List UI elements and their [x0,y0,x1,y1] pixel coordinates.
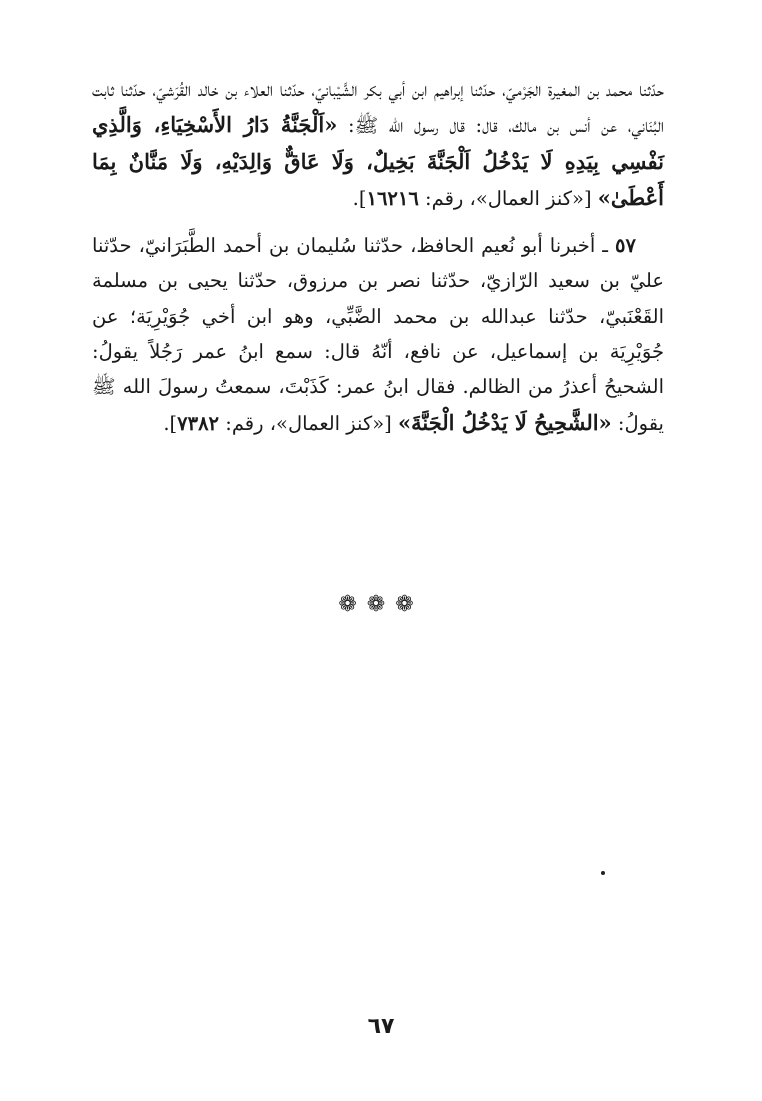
flower-ornament-icon: ❁ [366,592,396,617]
reference-close: ]. [163,411,178,435]
stray-dot [601,871,605,875]
page-body [92,72,664,441]
flower-ornament-icon: ❁ [338,592,367,617]
hadith-number: ٥٧ [615,234,636,258]
hadith-text: «اَلْجَنَّةُ دَارُ الأَسْخِيَاءِ، وَالَّذِي نَفْسِي بِيَدِهِ لَا يَدْخُلُ اَلْجَنَّةَ بَخِيلٌ، وَلَا عَاقٌّ وَالِدَيْهِ، وَلَا مَنَّانٌ بِمَا أَعْطَىٰ» [92,112,664,210]
reference-number: ٧٣٨٢ [177,411,220,435]
paragraph-hadith-56-continuation [92,72,664,216]
paragraph-hadith-57 [92,228,664,441]
reference-text: [«كنز العمال»، رقم: [219,411,398,435]
isnad-text: حدّثنا محمد بن المغيرة الجَرْميّ، حدّثنا إبراهيم ابن أبي بكر الشَّيْبانيّ، حدّثنا العلاء بن خالد القُرَشيّ، حدّثنا ثابت البُنَاني، عن أنس بن مالك، قال: قال رسول الله ﷺ: [92,78,664,138]
isnad-text: ـ أخبرنا أبو نُعيم الحافظ، حدّثنا سُليمان بن أحمد الطَّبَرَانيّ، حدّثنا عليّ بن سعيد الرّازيّ، حدّثنا نصر بن مرزوق، حدّثنا يحيى بن مسلمة القَعْنَبيّ، حدّثنا عبدالله بن محمد الضَّبِّي، وهو ابن أخي جُوَيْرِيَة؛ عن جُوَيْرِيَة بن إسماعيل، عن نافع، أنّهُ قال: سمع ابنُ عمر رَجُلاً يقولُ: الشحيحُ أعذرُ من الظالم. فقال ابنُ عمر: كَذَبْتَ، سمعتُ رسولَ الله ﷺ يقولُ: [92,234,664,435]
hadith-text: «الشَّحِيحُ لَا يَدْخُلُ الْجَنَّةَ» [397,409,612,435]
flower-ornament-icon: ❁ [395,592,424,617]
reference-text: [«كنز العمال»، رقم: [418,186,598,210]
reference-close: ]. [352,186,367,210]
page-number: ٦٧ [367,1014,395,1039]
reference-number: ١٦٢١٦ [366,186,419,210]
section-divider-ornaments [0,592,762,617]
